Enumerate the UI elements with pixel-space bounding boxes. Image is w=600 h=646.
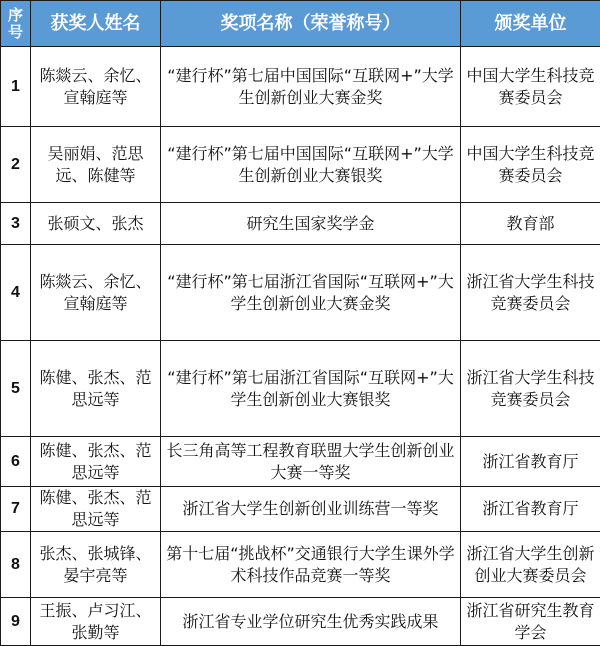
row-seq: 9 (1, 598, 31, 646)
header-row (1, 1, 600, 47)
row-seq: 6 (1, 437, 31, 487)
row-award: 研究生国家奖学金 (161, 203, 461, 245)
row-award: “建行杯”第七届中国国际“互联网+”大学生创新创业大赛金奖 (161, 47, 461, 127)
row-seq: 7 (1, 487, 31, 532)
table-row (1, 487, 600, 532)
row-issuer: 中国大学生科技竞赛委员会 (461, 47, 600, 127)
table-row (1, 47, 600, 127)
row-award: “建行杯”第七届中国国际“互联网+”大学生创新创业大赛银奖 (161, 127, 461, 203)
row-names: 陈健、张杰、范思远等 (31, 437, 161, 487)
row-names: 陈健、张杰、范思远等 (31, 341, 161, 437)
row-seq: 5 (1, 341, 31, 437)
row-issuer: 浙江省大学生科技竞赛委员会 (461, 341, 600, 437)
row-award: “建行杯”第七届浙江省国际“互联网+”大学生创新创业大赛金奖 (161, 245, 461, 341)
row-award: 第十七届“挑战杯”交通银行大学生课外学术科技作品竞赛一等奖 (161, 532, 461, 598)
row-award: “建行杯”第七届浙江省国际“互联网+”大学生创新创业大赛银奖 (161, 341, 461, 437)
row-names: 王振、卢习江、张勤等 (31, 598, 161, 646)
row-seq: 8 (1, 532, 31, 598)
row-names: 陈燚云、余忆、宣翰庭等 (31, 47, 161, 127)
header-award: 奖项名称（荣誉称号） (161, 1, 461, 47)
row-issuer: 浙江省大学生科技竞赛委员会 (461, 245, 600, 341)
row-names: 陈燚云、余忆、宣翰庭等 (31, 245, 161, 341)
table-row (1, 245, 600, 341)
row-names: 陈健、张杰、范思远等 (31, 487, 161, 532)
row-issuer: 教育部 (461, 203, 600, 245)
row-award: 长三角高等工程教育联盟大学生创新创业大赛一等奖 (161, 437, 461, 487)
header-names: 获奖人姓名 (31, 1, 161, 47)
row-issuer: 浙江省教育厅 (461, 487, 600, 532)
row-issuer: 浙江省研究生教育学会 (461, 598, 600, 646)
row-issuer: 中国大学生科技竞赛委员会 (461, 127, 600, 203)
table-row (1, 532, 600, 598)
table-row (1, 437, 600, 487)
table-row (1, 341, 600, 437)
table-row (1, 203, 600, 245)
row-names: 吴丽娟、范思远、陈健等 (31, 127, 161, 203)
header-issuer: 颁奖单位 (461, 1, 600, 47)
row-seq: 2 (1, 127, 31, 203)
row-award: 浙江省专业学位研究生优秀实践成果 (161, 598, 461, 646)
row-names: 张硕文、张杰 (31, 203, 161, 245)
row-seq: 1 (1, 47, 31, 127)
table-row (1, 127, 600, 203)
table-row (1, 598, 600, 646)
row-names: 张杰、张城锋、晏宇亮等 (31, 532, 161, 598)
row-issuer: 浙江省教育厅 (461, 437, 600, 487)
row-seq: 3 (1, 203, 31, 245)
row-award: 浙江省大学生创新创业训练营一等奖 (161, 487, 461, 532)
row-issuer: 浙江省大学生创新创业大赛委员会 (461, 532, 600, 598)
row-seq: 4 (1, 245, 31, 341)
header-seq: 序号 (1, 1, 31, 47)
